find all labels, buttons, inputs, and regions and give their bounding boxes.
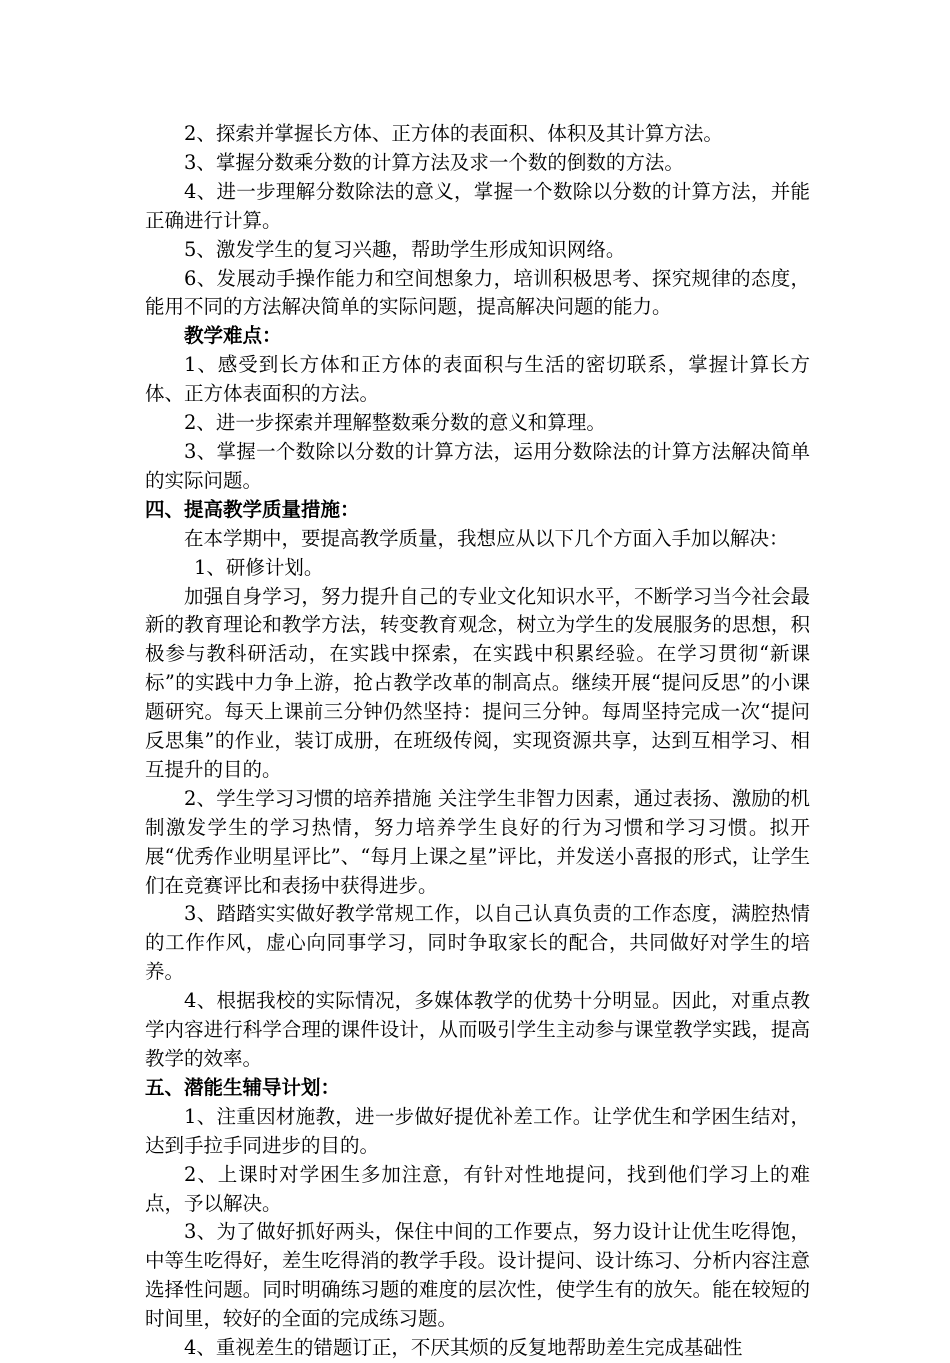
- tutoring-item-1: 1、注重因材施教，进一步做好提优补差工作。让学优生和学困生结对，达到手拉手同进步的目的。: [145, 1104, 810, 1157]
- section-5-heading: 五、潜能生辅导计划：: [145, 1075, 341, 1099]
- tutoring-item-2: 2、上课时对学困生多加注意，有针对性地提问，找到他们学习上的难点，予以解决。: [145, 1162, 810, 1215]
- measure-2: 2、学生学习习惯的培养措施 关注学生非智力因素，通过表扬、激励的机制激发学生的学习热情，努力培养学生良好的行为习惯和学习习惯。拟开展“优秀作业明星评比”、“每月上课之星”评比，并发送小喜报的形式，让学生们在竞赛评比和表扬中获得进步。: [145, 786, 810, 897]
- difficulty-item-2: 2、进一步探索并理解整数乘分数的意义和算理。: [184, 411, 606, 435]
- tutoring-item-3: 3、为了做好抓好两头，保住中间的工作要点，努力设计让优生吃得饱，中等生吃得好，差生吃得消的教学手段。设计提问、设计练习、分析内容注意选择性问题。同时明确练习题的难度的层次性，使学生有的放矢。能在较短的时间里，较好的全面的完成练习题。: [145, 1220, 810, 1331]
- measure-3: 3、踏踏实实做好教学常规工作，以自己认真负责的工作态度，满腔热情的工作作风，虚心向同事学习，同时争取家长的配合，共同做好对学生的培养。: [145, 902, 810, 984]
- measure-1-body: 加强自身学习，努力提升自己的专业文化知识水平，不断学习当今社会最新的教育理论和教学方法，转变教育观念，树立为学生的发展服务的思想，积极参与教科研活动，在实践中探索，在实践中积累经验。在学习贯彻“新课标”的实践中力争上游，抢占教学改革的制高点。继续开展“提问反思”的小课题研究。每天上课前三分钟仍然坚持：提问三分钟。每周坚持完成一次“提问反思集”的作业，装订成册，在班级传阅，实现资源共享，达到互相学习、相互提升的目的。: [145, 584, 810, 781]
- document-page: [145, 120, 810, 1363]
- difficulty-item-1: 1、感受到长方体和正方体的表面积与生活的密切联系，掌握计算长方体、正方体表面积的方法。: [145, 353, 810, 406]
- goal-item-2: 2、探索并掌握长方体、正方体的表面积、体积及其计算方法。: [184, 122, 723, 145]
- difficulty-item-3: 3、掌握一个数除以分数的计算方法，运用分数除法的计算方法解决简单的实际问题。: [145, 439, 810, 492]
- goal-item-6: 6、发展动手操作能力和空间想象力，培训积极思考、探究规律的态度，能用不同的方法解决简单的实际问题，提高解决问题的能力。: [145, 266, 810, 319]
- difficulty-heading: 教学难点：: [184, 324, 282, 348]
- goal-item-4: 4、进一步理解分数除法的意义，掌握一个数除以分数的计算方法，并能正确进行计算。: [145, 179, 810, 232]
- goal-item-3: 3、掌握分数乘分数的计算方法及求一个数的倒数的方法。: [184, 150, 684, 174]
- tutoring-item-4: 4、重视差生的错题订正，不厌其烦的反复地帮助差生完成基础性: [184, 1336, 743, 1360]
- section-4-heading: 四、提高教学质量措施：: [145, 497, 360, 521]
- measure-1-title: 1、研修计划。: [194, 555, 324, 579]
- measure-4: 4、根据我校的实际情况，多媒体教学的优势十分明显。因此，对重点教学内容进行科学合理的课件设计，从而吸引学生主动参与课堂教学实践，提高教学的效率。: [145, 989, 810, 1070]
- section-4-intro: 在本学期中，要提高教学质量，我想应从以下几个方面入手加以解决：: [184, 526, 789, 550]
- goal-item-5: 5、激发学生的复习兴趣，帮助学生形成知识网络。: [184, 237, 626, 261]
